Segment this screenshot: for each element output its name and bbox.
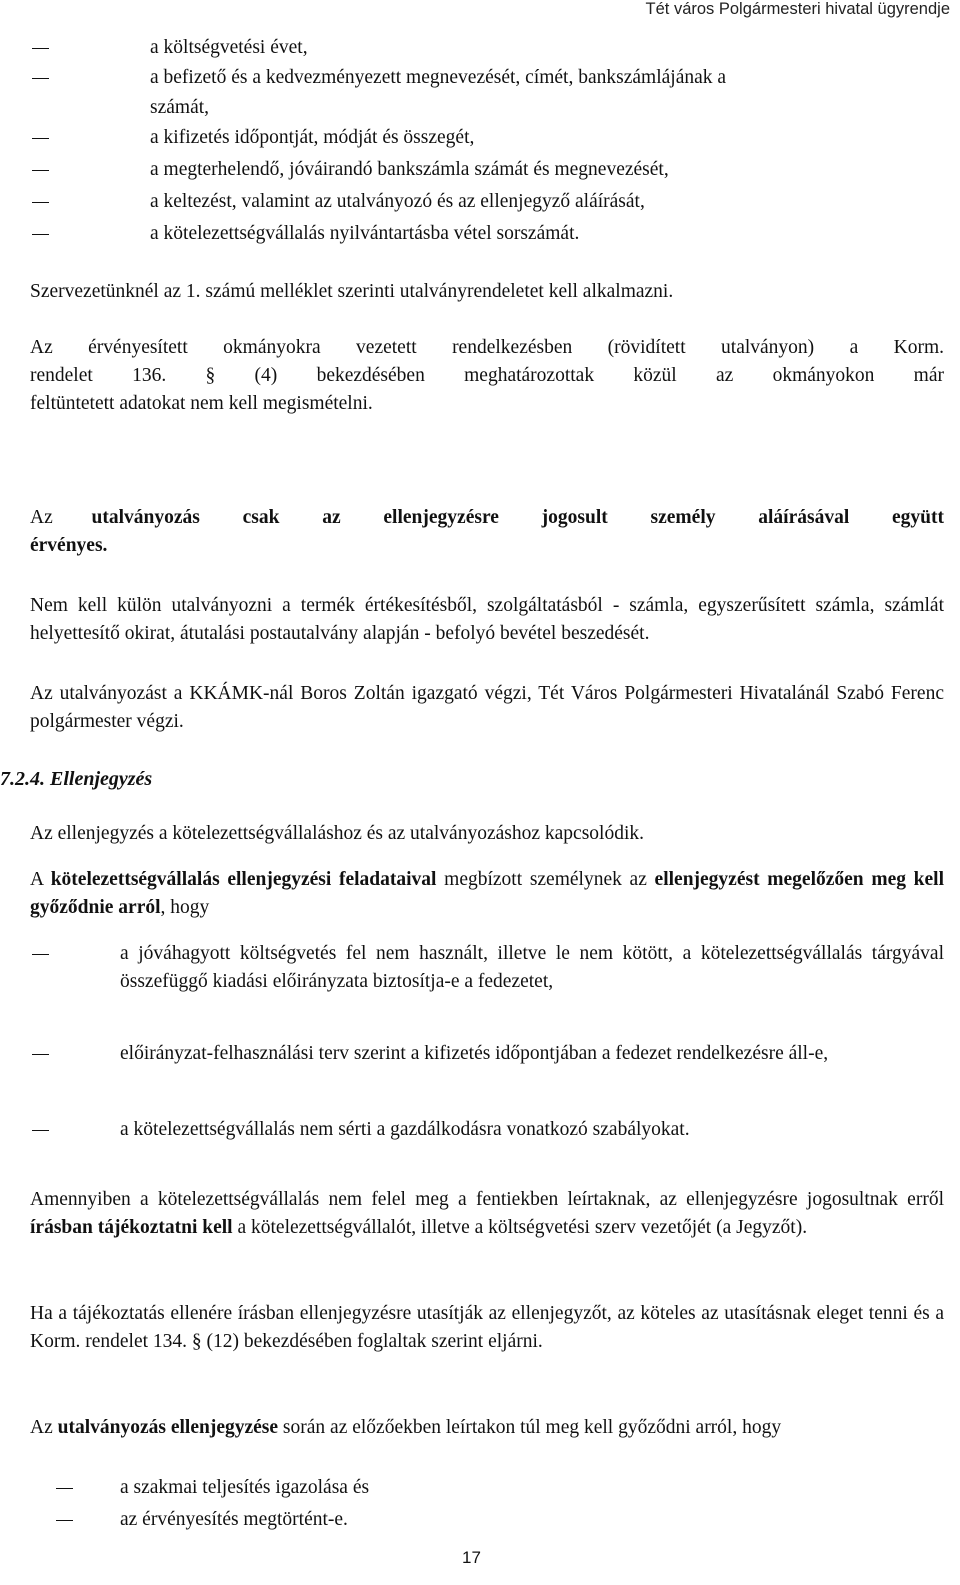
list-item: a kötelezettségvállalás nem sérti a gazdálkodásra vonatkozó szabályokat. [120, 1119, 690, 1140]
paragraph-line: rendelet 136. § (4) bekezdésében meghatározottak közül az okmányokon már [30, 365, 944, 386]
paragraph: Szervezetünknél az 1. számú melléklet szerinti utalványrendeletet kell alkalmazni. [30, 281, 674, 302]
page-header: Tét város Polgármesteri hivatal ügyrendje [645, 0, 950, 18]
paragraph: Amennyiben a kötelezettségvállalás nem felel meg a fentiekben leírtaknak, az ellenjegyzésre jogosultnak erről írásban tájékoztatni kell a kötelezettségvállalót, illetve a költségvetési szerv vezetőjét (a Jegyzőt). [30, 1189, 944, 1238]
list-item: a jóváhagyott költségvetés fel nem használt, illetve le nem kötött, a kötelezettségvállalás tárgyával összefüggő kiadási előirányzata biztosítja-e a fedezetet, [120, 943, 944, 992]
section-heading: 7.2.4. Ellenjegyzés [0, 768, 153, 790]
list-item: a költségvetési évet, [150, 37, 308, 58]
page-number: 17 [462, 1548, 481, 1567]
list-item: a kötelezettségvállalás nyilvántartásba vétel sorszámát. [150, 223, 580, 244]
paragraph: Nem kell külön utalványozni a termék értékesítésből, szolgáltatásból - számla, egyszerűsített számla, számlát helyettesítő okirat, átutalási postautalvány alapján - befolyó bevétel beszedését. [30, 595, 944, 644]
list-item: a keltezést, valamint az utalványozó és az ellenjegyző aláírását, [150, 191, 645, 212]
paragraph: Az utalványozás csak az ellenjegyzésre jogosult személy aláírásával együtt [30, 507, 944, 528]
paragraph: Ha a tájékoztatás ellenére írásban ellenjegyzésre utasítják az ellenjegyzőt, az köteles az utasításnak eleget tenni és a Korm. rendelet 134. § (12) bekezdésében foglaltak szerint eljárni. [30, 1303, 944, 1352]
list-item: előirányzat-felhasználási terv szerint a kifizetés időpontjában a fedezet rendelkezésre áll-e, [120, 1043, 829, 1064]
list-item: a megterhelendő, jóváirandó bankszámla számát és megnevezését, [150, 159, 669, 180]
paragraph: Az utalványozás ellenjegyzése során az előzőekben leírtakon túl meg kell győződni arról, hogy [30, 1417, 782, 1438]
paragraph-line: érvényes. [30, 535, 108, 556]
paragraph-line: Az érvényesített okmányokra vezetett rendelkezésben (rövidített utalványon) a Korm. [30, 337, 944, 358]
paragraph-line: feltüntetett adatokat nem kell megismételni. [30, 393, 373, 414]
list-item: az érvényesítés megtörtént-e. [120, 1509, 348, 1530]
list-item: a befizető és a kedvezményezett megnevezését, címét, bankszámlájának a [150, 67, 727, 88]
paragraph: Az ellenjegyzés a kötelezettségvállaláshoz és az utalványozáshoz kapcsolódik. [30, 823, 644, 844]
paragraph: A kötelezettségvállalás ellenjegyzési feladataival megbízott személynek az ellenjegyzést megelőzően meg kell győződnie arról, hogy [30, 869, 944, 918]
list-item-continuation: számát, [150, 97, 210, 118]
list-item: a kifizetés időpontját, módját és összegét, [150, 127, 475, 148]
paragraph: Az utalványozást a KKÁMK-nál Boros Zoltán igazgató végzi, Tét Város Polgármesteri Hivatalánál Szabó Ferenc polgármester végzi. [30, 683, 944, 732]
list-item: a szakmai teljesítés igazolása és [120, 1477, 370, 1498]
